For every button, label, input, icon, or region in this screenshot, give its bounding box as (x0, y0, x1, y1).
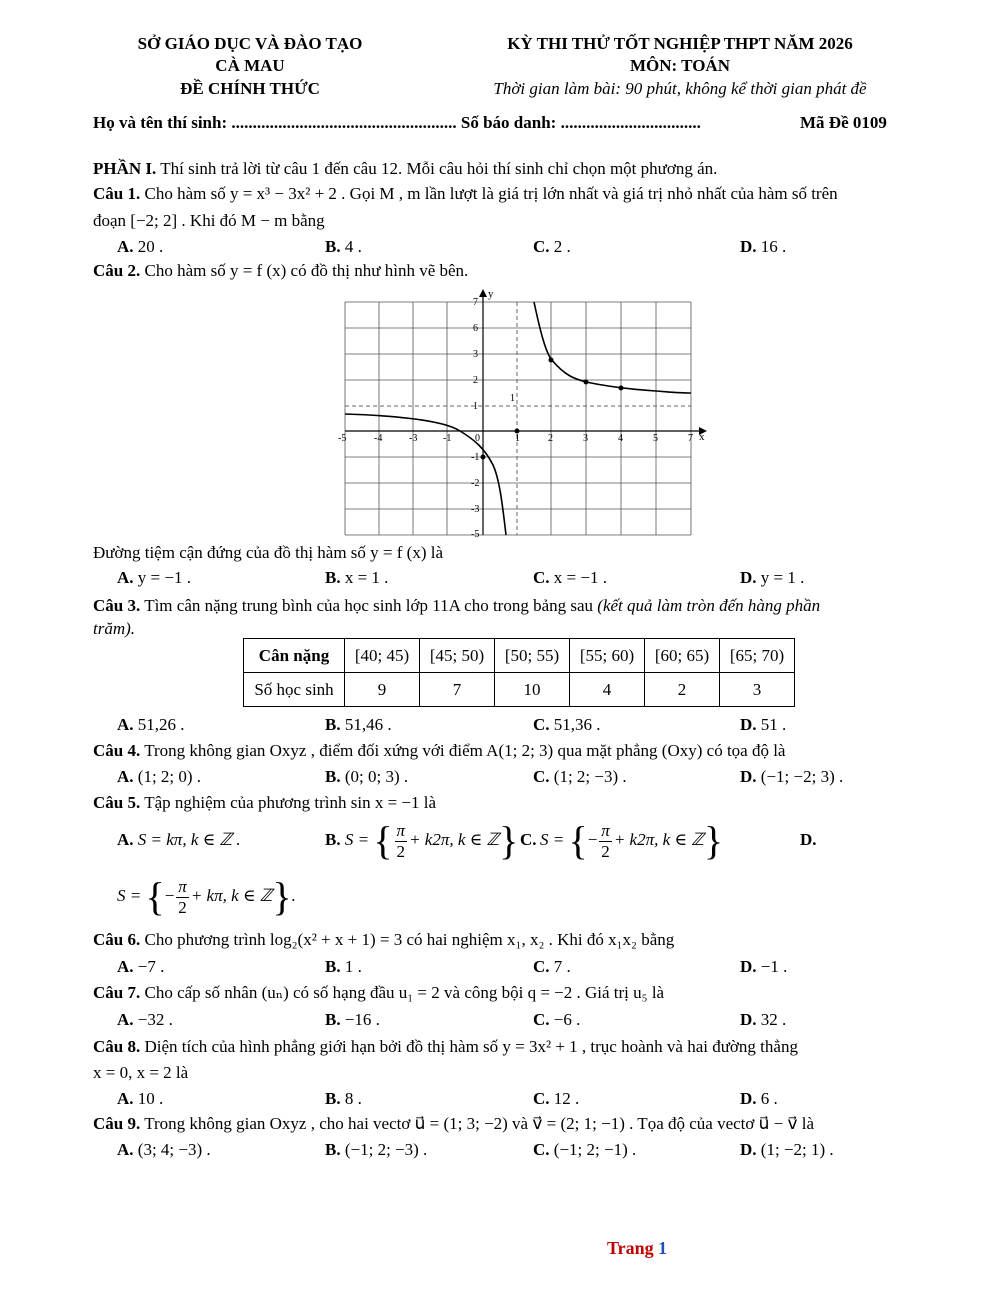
x-tick: 2 (548, 433, 553, 444)
y-tick: 1 (473, 401, 478, 412)
q8-option-c[interactable]: C. 12 . (533, 1089, 580, 1108)
x-tick: 5 (653, 433, 658, 444)
x-tick: -3 (409, 433, 418, 444)
graph-point (584, 380, 589, 385)
q9-option-d[interactable]: D. (1; −2; 1) . (740, 1140, 834, 1159)
q1-option-d[interactable]: D. 16 . (740, 237, 787, 256)
candidate-line: Họ và tên thí sinh: ..................................................... Số báo danh: ................................. (93, 113, 701, 132)
table-cell: 3 (720, 673, 795, 707)
q4-option-c[interactable]: C. (1; 2; −3) . (533, 767, 627, 786)
table-cell: [65; 70) (720, 639, 795, 673)
exam-code: Mã Đề 0109 (800, 113, 887, 132)
part1-instruction: PHẦN I. Thí sinh trả lời từ câu 1 đến câu 12. Mỗi câu hỏi thí sinh chỉ chọn một phương án. (93, 159, 718, 178)
table-row (244, 673, 795, 707)
q3-option-c[interactable]: C. 51,36 . (533, 715, 601, 734)
q7-option-c[interactable]: C. −6 . (533, 1010, 581, 1029)
q9-option-c[interactable]: C. (−1; 2; −1) . (533, 1140, 637, 1159)
q5-option-c[interactable]: S = {− $\frac{\pi}{2}$ + k2π, k ∈ ℤ} (540, 818, 724, 864)
asymptote-label: 1 (510, 393, 515, 404)
y-axis-label: y (488, 288, 494, 300)
q1-option-a[interactable]: A. 20 . (117, 237, 164, 256)
table-cell: [60; 65) (645, 639, 720, 673)
table-cell: 4 (570, 673, 645, 707)
q2-option-c[interactable]: C. x = −1 . (533, 568, 607, 587)
y-tick: -2 (471, 478, 480, 489)
q2-option-a[interactable]: A. y = −1 . (117, 568, 191, 587)
graph-point (619, 386, 624, 391)
q6-stem: Câu 6. Cho phương trình log₂(x² + x + 1) = 3 có hai nghiệm x₁, x₂ . Khi đó x₁x₂ bằng (93, 930, 675, 949)
graph-point (549, 358, 554, 363)
header-official: ĐỀ CHÍNH THỨC (180, 79, 320, 98)
y-tick: 6 (473, 323, 478, 334)
table-cell: 9 (345, 673, 420, 707)
q3-table (243, 638, 795, 707)
q9-option-a[interactable]: A. (3; 4; −3) . (117, 1140, 211, 1159)
q5-option-c-letter[interactable]: C. (520, 830, 537, 849)
q4-option-b[interactable]: B. (0; 0; 3) . (325, 767, 409, 786)
q1-stem-2: đoạn [−2; 2] . Khi đó M − m bằng (93, 211, 325, 230)
q3-option-d[interactable]: D. 51 . (740, 715, 787, 734)
x-tick: 3 (583, 433, 588, 444)
q9-option-b[interactable]: B. (−1; 2; −3) . (325, 1140, 428, 1159)
table-cell: 10 (495, 673, 570, 707)
graph-grid (345, 302, 691, 535)
q8-stem-2: x = 0, x = 2 là (93, 1063, 189, 1082)
y-tick: 7 (473, 297, 478, 308)
table-cell: [40; 45) (345, 639, 420, 673)
q9-stem: Câu 9. Trong không gian Oxyz , cho hai vectơ u⃗ = (1; 3; −2) và v⃗ = (2; 1; −1) . Tọa độ của vectơ u⃗ − v⃗ là (93, 1114, 815, 1133)
q6-option-b[interactable]: B. 1 . (325, 957, 362, 976)
exam-title: KỲ THI THỬ TỐT NGHIỆP THPT NĂM 2026 (507, 34, 853, 53)
q2-option-b[interactable]: B. x = 1 . (325, 568, 389, 587)
graph-branch-left (345, 414, 506, 535)
table-cell: 2 (645, 673, 720, 707)
x-tick: 7 (688, 433, 693, 444)
x-tick: 4 (618, 433, 623, 444)
x-tick: -4 (374, 433, 383, 444)
q5-option-a[interactable]: A. S = kπ, k ∈ ℤ . (117, 830, 241, 849)
graph-point (515, 429, 520, 434)
page-footer (607, 1238, 667, 1259)
table-header: Số học sinh (244, 673, 345, 707)
x-tick: 0 (475, 433, 480, 444)
q3-option-b[interactable]: B. 51,46 . (325, 715, 392, 734)
q4-option-d[interactable]: D. (−1; −2; 3) . (740, 767, 844, 786)
table-cell: [45; 50) (420, 639, 495, 673)
q7-option-d[interactable]: D. 32 . (740, 1010, 787, 1029)
table-cell: [55; 60) (570, 639, 645, 673)
y-tick: 2 (473, 375, 478, 386)
y-tick: -3 (471, 504, 480, 515)
table-cell: 7 (420, 673, 495, 707)
exam-subject: MÔN: TOÁN (630, 56, 730, 75)
q1-stem: Câu 1. Cho hàm số y = x³ − 3x² + 2 . Gọi M , m lần lượt là giá trị lớn nhất và giá trị nhỏ nhất của hàm số trên (93, 184, 838, 203)
q2-stem: Câu 2. Cho hàm số y = f (x) có đồ thị như hình vẽ bên. (93, 261, 469, 280)
exam-time: Thời gian làm bài: 90 phút, không kể thời gian phát đề (493, 79, 867, 98)
q7-option-a[interactable]: A. −32 . (117, 1010, 173, 1029)
q8-option-a[interactable]: A. 10 . (117, 1089, 164, 1108)
q1-option-b[interactable]: B. 4 . (325, 237, 362, 256)
x-axis-label: x (699, 431, 705, 443)
graph-point (481, 455, 486, 460)
y-tick: -1 (471, 452, 480, 463)
y-axis-arrow (479, 289, 487, 297)
q4-stem: Câu 4. Trong không gian Oxyz , điểm đối xứng với điểm A(1; 2; 3) qua mặt phẳng (Oxy) có tọa độ là (93, 741, 786, 760)
q3-stem-2: trăm). (93, 619, 136, 638)
header-province: CÀ MAU (215, 56, 285, 75)
graph-branch-right (534, 302, 691, 393)
table-row (244, 639, 795, 673)
x-tick: -5 (338, 433, 347, 444)
q5-option-d-letter[interactable]: D. (800, 830, 817, 849)
q7-option-b[interactable]: B. −16 . (325, 1010, 380, 1029)
q5-option-d[interactable]: S = {− $\frac{\pi}{2}$ + kπ, k ∈ ℤ}. (117, 874, 296, 920)
page-word: Trang (607, 1238, 654, 1258)
q6-option-d[interactable]: D. −1 . (740, 957, 788, 976)
q2-option-d[interactable]: D. y = 1 . (740, 568, 805, 587)
q5-option-b[interactable]: B. S = { $\frac{\pi}{2}$ + k2π, k ∈ ℤ} (325, 818, 519, 864)
table-cell: [50; 55) (495, 639, 570, 673)
q6-option-c[interactable]: C. 7 . (533, 957, 571, 976)
q8-stem: Câu 8. Diện tích của hình phẳng giới hạn bởi đồ thị hàm số y = 3x² + 1 , trục hoành và hai đường thẳng (93, 1037, 798, 1056)
table-header: Cân nặng (244, 639, 345, 673)
y-tick: 3 (473, 349, 478, 360)
q7-stem: Câu 7. Cho cấp số nhân (uₙ) có số hạng đầu u₁ = 2 và công bội q = −2 . Giá trị u₅ là (93, 983, 665, 1002)
header-dept: SỞ GIÁO DỤC VÀ ĐÀO TẠO (137, 34, 363, 53)
q8-option-b[interactable]: B. 8 . (325, 1089, 362, 1108)
q5-stem: Câu 5. Tập nghiệm của phương trình sin x = −1 là (93, 793, 437, 812)
q6-option-a[interactable]: A. −7 . (117, 957, 165, 976)
x-tick: -1 (443, 433, 452, 444)
q3-stem: Câu 3. Tìm cân nặng trung bình của học sinh lớp 11A cho trong bảng sau (kết quả làm tròn đến hàng phần (93, 596, 821, 615)
y-tick: -5 (471, 529, 480, 540)
page-number: 1 (658, 1238, 668, 1258)
x-tick: 1 (515, 433, 520, 444)
q2-graph (335, 285, 715, 540)
q1-option-c[interactable]: C. 2 . (533, 237, 571, 256)
q3-option-a[interactable]: A. 51,26 . (117, 715, 185, 734)
q2-question: Đường tiệm cận đứng của đồ thị hàm số y = f (x) là (93, 543, 444, 562)
q4-option-a[interactable]: A. (1; 2; 0) . (117, 767, 202, 786)
q8-option-d[interactable]: D. 6 . (740, 1089, 778, 1108)
